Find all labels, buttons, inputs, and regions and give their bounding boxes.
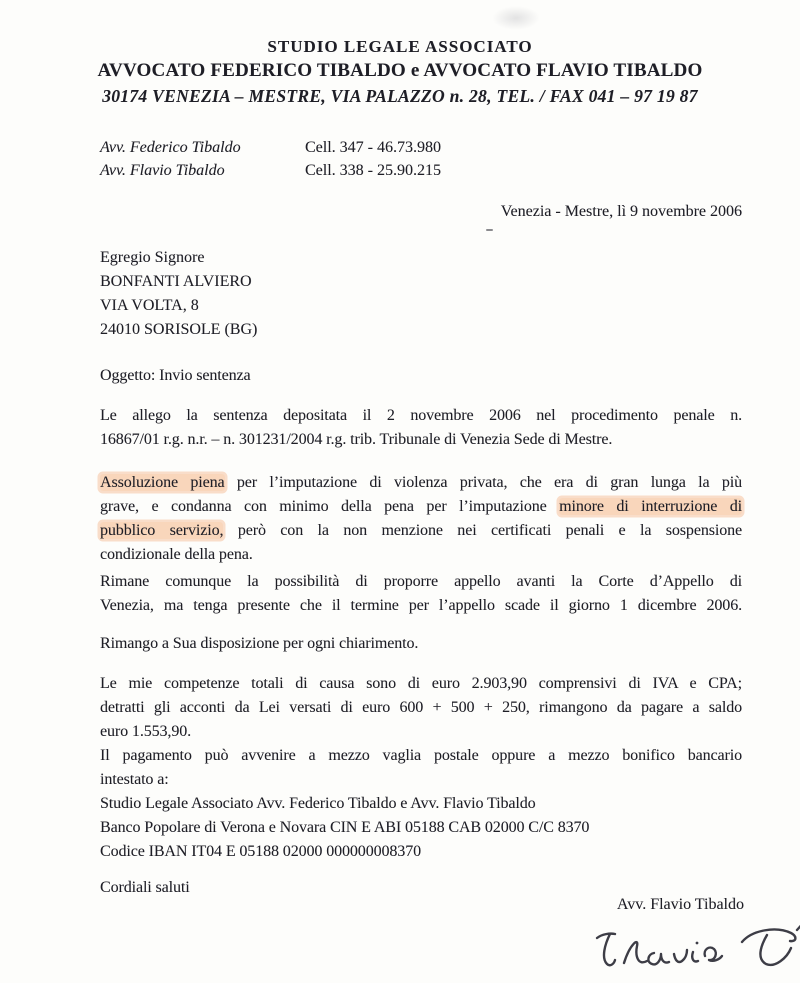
text-line <box>100 519 742 543</box>
lawyer-phone: Cell. 338 - 25.90.215 <box>305 162 441 179</box>
text-segment: Le mie competenze totali di causa sono di euro 2.903,90 comprensivi di IVA e CPA; <box>100 675 742 692</box>
text-segment: Studio Legale Associato Avv. Federico Tibaldo e Avv. Flavio Tibaldo <box>100 795 536 812</box>
text-line <box>100 495 742 519</box>
contact-row <box>100 136 800 159</box>
recipient-city: 24010 SORISOLE (BG) <box>100 321 258 338</box>
recipient-salutation: Egregio Signore <box>100 249 205 266</box>
paragraph-appello <box>100 570 742 618</box>
text-line <box>100 816 742 840</box>
text-line <box>100 543 742 567</box>
text-line <box>100 720 742 744</box>
text-segment: Il pagamento può avvenire a mezzo vaglia postale oppure a mezzo bonifico bancario <box>100 747 742 764</box>
paragraph-subject <box>100 364 742 388</box>
highlighted-text: Assoluzione piena <box>100 474 225 491</box>
recipient-name: BONFANTI ALVIERO <box>100 273 252 290</box>
firm-address: 30174 VENEZIA – MESTRE, VIA PALAZZO n. 28, TEL. / FAX 041 – 97 19 87 <box>102 86 698 106</box>
text-segment: 16867/01 r.g. n.r. – n. 301231/2004 r.g. trib. Tribunale di Venezia Sede di Mestre. <box>100 431 613 448</box>
text-segment: detratti gli acconti da Lei versati di euro 600 + 500 + 250, rimangono da pagare a saldo <box>100 699 742 716</box>
text-line <box>100 428 742 452</box>
text-segment: intestato a: <box>100 771 169 788</box>
text-line <box>100 792 742 816</box>
text-segment: Rimane comunque la possibilità di proporre appello avanti la Corte d’Appello di <box>100 573 742 590</box>
lawyer-phone: Cell. 347 - 46.73.980 <box>305 139 441 156</box>
scan-artifact-dash <box>486 229 493 231</box>
text-line <box>100 840 742 864</box>
highlighted-text: pubblico servizio, <box>100 522 224 539</box>
lawyer-name: Avv. Flavio Tibaldo <box>100 162 225 179</box>
text-line <box>100 696 742 720</box>
text-segment: Codice IBAN IT04 E 05188 02000 000000008370 <box>100 843 422 860</box>
text-line <box>100 672 742 696</box>
text-segment: Venezia, ma tenga presente che il termine per l’appello scade il giorno 1 dicembre 2006. <box>100 597 742 614</box>
letter-body <box>100 364 742 900</box>
text-segment: condizionale della pena. <box>100 546 253 563</box>
signature-typed-name: Avv. Flavio Tibaldo <box>616 896 744 913</box>
text-segment: Banco Popolare di Verona e Novara CIN E ABI 05188 CAB 02000 C/C 8370 <box>100 819 590 836</box>
paragraph-assoluzione <box>100 471 742 567</box>
firm-lawyers: AVVOCATO FEDERICO TIBALDO e AVVOCATO FLAVIO TIBALDO <box>97 60 703 81</box>
scan-artifact-smudge <box>492 6 540 30</box>
lawyer-name: Avv. Federico Tibaldo <box>100 139 241 156</box>
paragraph-sentenza <box>100 404 742 452</box>
text-line <box>100 570 742 594</box>
text-segment: euro 1.553,90. <box>100 723 192 740</box>
handwritten-signature <box>594 916 800 980</box>
text-segment: Rimango a Sua disposizione per ogni chiarimento. <box>100 635 419 652</box>
contact-list <box>100 136 800 182</box>
recipient-street: VIA VOLTA, 8 <box>100 297 199 314</box>
text-segment: per l’imputazione di violenza privata, che era di gran lunga la più <box>224 474 742 491</box>
paragraph-competenze <box>100 672 742 864</box>
text-segment: Oggetto: Invio sentenza <box>100 367 251 384</box>
text-line <box>100 471 742 495</box>
text-line <box>100 632 742 656</box>
text-segment: Cordiali saluti <box>100 879 190 896</box>
text-segment: Le allego la sentenza depositata il 2 novembre 2006 nel procedimento penale n. <box>100 407 742 424</box>
text-line <box>100 364 742 388</box>
highlighted-text: minore di interruzione di <box>559 498 742 515</box>
text-segment: grave, e condanna con minimo della pena per l’imputazione <box>100 498 560 515</box>
dateline: Venezia - Mestre, lì 9 novembre 2006 <box>500 203 742 220</box>
paragraph-disposizione <box>100 632 742 656</box>
firm-name: STUDIO LEGALE ASSOCIATO <box>267 37 533 56</box>
text-line <box>100 594 742 618</box>
text-line <box>100 744 742 768</box>
text-line <box>100 768 742 792</box>
letterhead <box>0 0 800 108</box>
contact-row <box>100 159 800 182</box>
text-line <box>100 404 742 428</box>
recipient-block <box>100 246 800 342</box>
text-segment: però con la non menzione nei certificati penali e la sospensione <box>223 522 743 539</box>
